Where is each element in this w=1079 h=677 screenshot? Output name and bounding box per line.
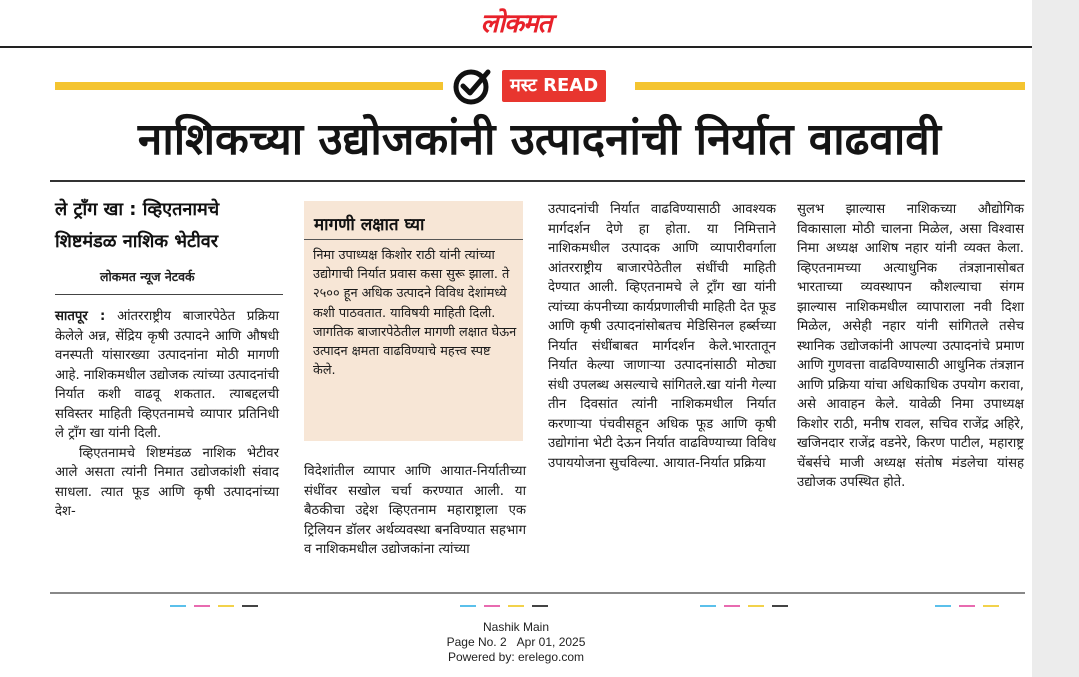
- must-read-badge: [452, 66, 606, 106]
- sub-headline-line2: शिष्टमंडळ नाशिक भेटीवर: [55, 231, 219, 252]
- byline: लोकमत न्यूज नेटवर्क: [100, 269, 195, 284]
- column-1-para-2: व्हिएतनामचे शिष्टमंडळ नाशिक भेटीवर आले असता त्यांनी निमात उद्योजकांशी संवाद साधला. त्यात फूड आणि कृषी उत्पादनांच्या देश-: [55, 445, 279, 519]
- print-registration-marks-1: [170, 605, 258, 608]
- edition-name: Nashik Main: [482, 620, 550, 634]
- sidebar-box-title: मागणी लक्षात घ्या: [314, 215, 425, 235]
- sidebar-box-rule: [304, 239, 523, 240]
- headline: नाशिकच्या उद्योजकांनी उत्पादनांची निर्यात वाढवावी: [137, 114, 942, 165]
- badge-stripe-right: [635, 82, 1025, 90]
- sidebar-box-text: निमा उपाध्यक्ष किशोर राठी यांनी त्यांच्या उद्योगाची निर्यात प्रवास कसा सुरू झाला. ते २५०० हून अधिक उत्पादने विविध देशांमध्ये कशी पाठवतात. याविषयी माहिती दिली. जागतिक बाजारपेठेतील मागणी लक्षात घेऊन उत्पादन क्षमता वाढविण्याचे महत्त्व स्पष्ट केले.: [313, 248, 517, 379]
- article-column-3: [548, 200, 776, 473]
- sub-headline: [55, 194, 275, 258]
- headline-rule: [50, 180, 1025, 182]
- edition-date: Apr 01, 2025: [516, 635, 586, 649]
- article-column-2: [304, 462, 526, 560]
- powered-by[interactable]: Powered by: erelego.com: [447, 650, 585, 664]
- column-1-para-1-text: आंतरराष्ट्रीय बाजारपेठेत प्रक्रिया केलेले अन्न, सेंद्रिय कृषी उत्पादने आणि औषधी वनस्पती यांसारख्या उत्पादनांना मोठी मागणी आहे. नाशिकमधील उद्योजक त्यांच्या उत्पादनांची निर्यात कशी वाढवू शकतात. त्याबद्दलची सविस्तर माहिती व्हिएतनामचे व्यापार प्रतिनिधी ले ट्रॉंग खा यांनी दिली.: [55, 309, 279, 441]
- print-registration-marks-2: [460, 605, 548, 608]
- edition-footer: [0, 620, 1032, 665]
- print-registration-marks-3: [700, 605, 788, 608]
- page-number: Page No. 2: [446, 635, 507, 649]
- masthead-rule: [0, 46, 1032, 48]
- column-3-text: उत्पादनांची निर्यात वाढविण्यासाठी आवश्यक मार्गदर्शन देणे हा होता. या निमित्ताने नाशिकमधील उत्पादक आणि व्यापारीवर्गाला आंतरराष्ट्रीय बाजारपेठेतील संधींची माहिती देण्यात आली. व्हिएतनामचे ले ट्रॉंग खा यांनी त्यांच्या कंपनीच्या कार्यप्रणालीची माहिती देत फूड आणि कृषी उत्पादनांसोबतच मेडिसिनल हर्ब्सच्या निर्यात संधींबाबत मार्गदर्शन केले.भारतातून निर्यात केल्या जाणाऱ्या उत्पादनांसाठी मोठ्या संधी उपलब्ध असल्याचे सांगितले.खा यांनी गेल्या तीन दिवसांत त्यांनी नाशिकमधील निर्यात करणाऱ्या पंचवीसहून अधिक फूड आणि कृषी उद्योगांना भेटी देऊन निर्यात वाढविण्याच्या विविध उपाययोजना सुचविल्या. आयात-निर्यात प्रक्रिया: [548, 202, 776, 471]
- masthead: [0, 4, 1032, 40]
- sub-headline-line1: ले ट्रॉंग खा : व्हिएतनामचे: [55, 199, 220, 220]
- must-read-label: मस्ट READ: [502, 70, 606, 102]
- dateline: सातपूर :: [55, 309, 106, 324]
- byline-rule: [55, 294, 283, 295]
- column-4-text: सुलभ झाल्यास नाशिकच्या औद्योगिक विकासाला मोठी चालना मिळेल, असा विश्वास निमा अध्यक्ष आशिष नहार यांनी व्यक्त केला. व्हिएतनामच्या अत्याधुनिक तंत्रज्ञानासोबत भारताच्या व्यवस्थापन कौशल्याचा संगम झाल्यास नाशिकमधील व्यापाराला नवी दिशा मिळेल, असेही नहार यांनी सांगितले तसेच स्थानिक उद्योजकांनी आपल्या उत्पादनांचे प्रमाण आणि गुणवत्ता वाढविण्यासाठी आधुनिक तंत्रज्ञान आणि प्रक्रिया यांचा अधिकाधिक उपयोग करावा, असे आवाहन केले. यावेळी निमा उपाध्यक्ष किशोर राठी, मनीष रावल, सचिव राजेंद्र अहिरे, खजिनदार राजेंद्र वडनेरे, किरण पाटील, महाराष्ट्र चेंबर्सचे माजी अध्यक्ष संतोष मंडलेचा यांसह उद्योजक उपस्थित होते.: [797, 202, 1024, 490]
- article-column-4: [797, 200, 1024, 493]
- print-registration-marks-4: [935, 605, 999, 608]
- badge-stripe-left: [55, 82, 443, 90]
- column-1-para-1: [55, 307, 279, 444]
- lokmat-logo: लोकमत: [480, 9, 552, 39]
- bottom-rule: [50, 592, 1025, 594]
- viewer-scroll-gutter[interactable]: [1032, 0, 1079, 677]
- check-circle-icon: [452, 66, 492, 106]
- column-2-text: विदेशांतील व्यापार आणि आयात-निर्यातीच्या संधींवर सखोल चर्चा करण्यात आली. या बैठकीचा उद्देश व्हिएतनाम महाराष्ट्राला एक ट्रिलियन डॉलर अर्थव्यवस्था बनविण्यात सहभाग व नाशिकमधील उद्योजकांना त्यांच्या: [304, 464, 526, 557]
- page-date-line: [0, 635, 1032, 650]
- article-column-1: [55, 307, 279, 522]
